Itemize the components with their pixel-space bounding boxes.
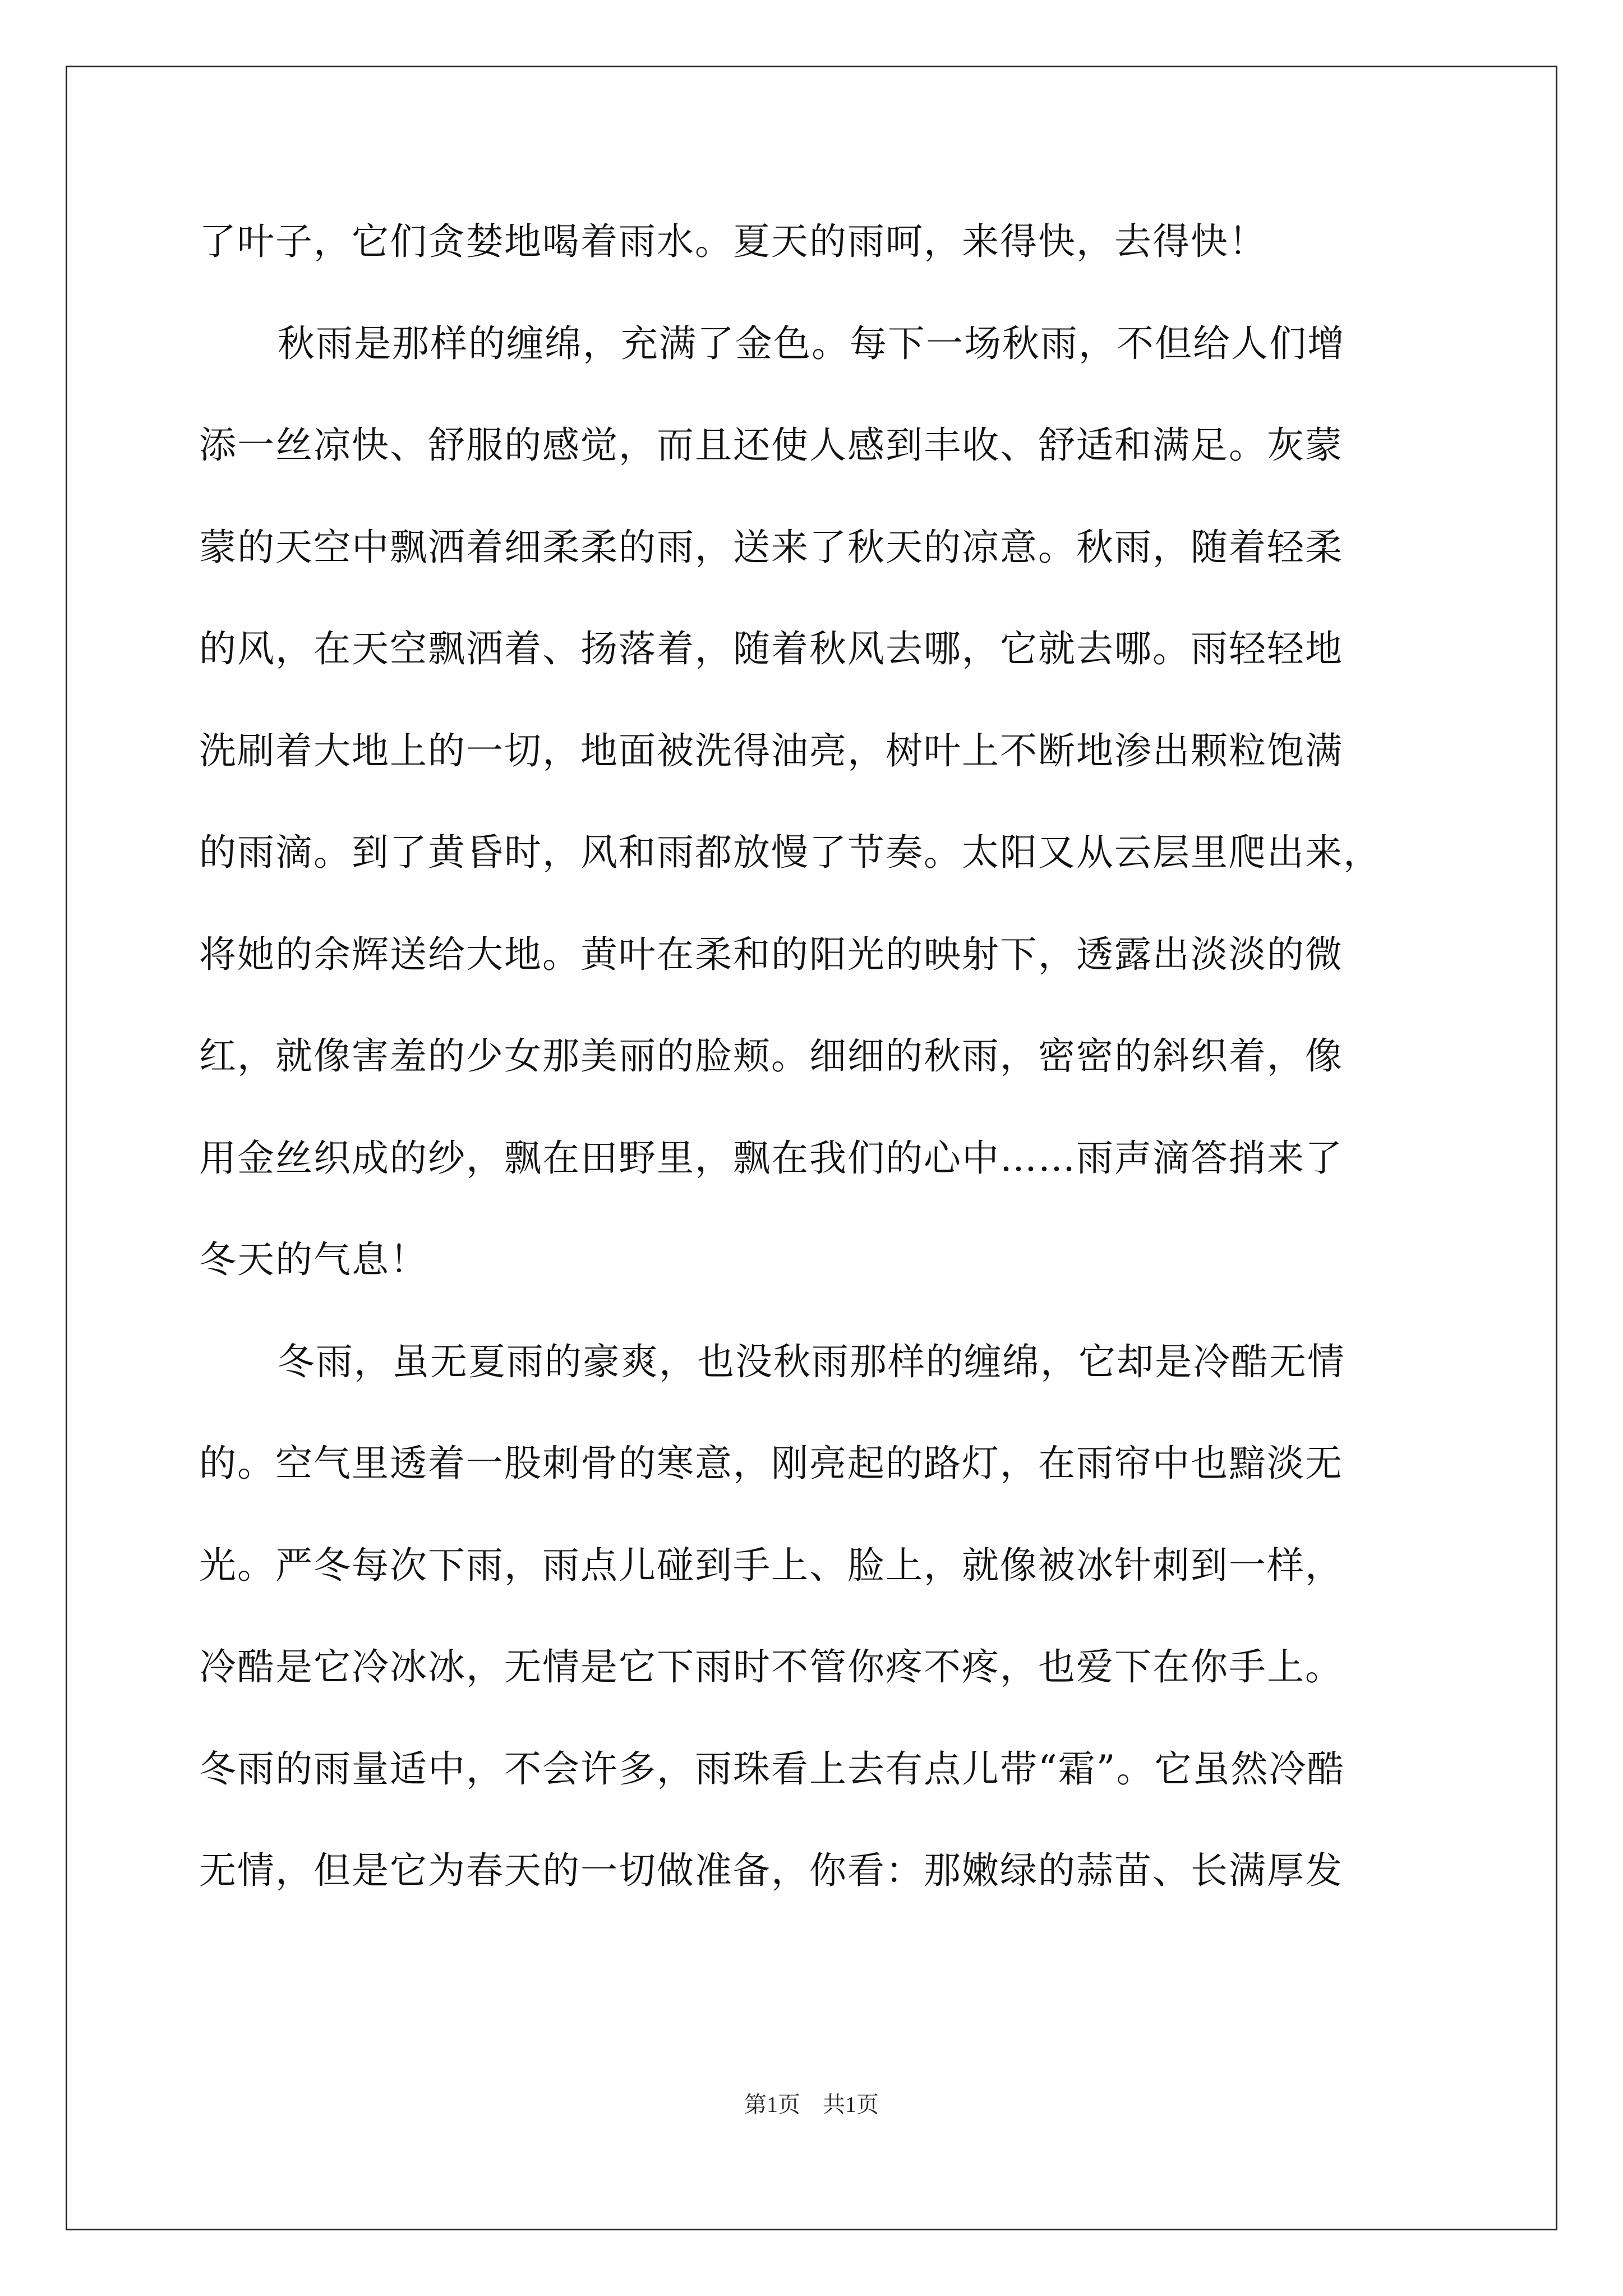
text-line: 冷酷是它冷冰冰，无情是它下雨时不管你疼不疼，也爱下在你手上。 — [199, 1645, 1343, 1688]
page-total: 共1页 — [823, 2092, 879, 2117]
text-line: 用金丝织成的纱，飘在田野里，飘在我们的心中……雨声滴答捎来了 — [199, 1136, 1343, 1180]
page-footer — [0, 2087, 1623, 2119]
text-line: 冬雨的雨量适中，不会许多，雨珠看上去有点儿带“霜”。它虽然冷酷 — [199, 1747, 1345, 1791]
text-line: 光。严冬每次下雨，雨点儿碰到手上、脸上，就像被冰针刺到一样， — [199, 1543, 1343, 1587]
text-line: 添一丝凉快、舒服的感觉，而且还使人感到丰收、舒适和满足。灰蒙 — [199, 424, 1343, 467]
text-line: 冬雨，虽无夏雨的豪爽，也没秋雨那样的缠绵，它却是冷酷无情 — [278, 1340, 1345, 1383]
document-body — [199, 191, 1467, 1922]
text-line: 洗刷着大地上的一切，地面被洗得油亮，树叶上不断地渗出颗粒饱满 — [199, 729, 1343, 772]
text-line: 红，就像害羞的少女那美丽的脸颊。细细的秋雨，密密的斜织着，像 — [199, 1034, 1343, 1078]
text-line: 的雨滴。到了黄昏时，风和雨都放慢了节奏。太阳又从云层里爬出来， — [199, 831, 1381, 874]
text-line: 的风，在天空飘洒着、扬落着，随着秋风去哪，它就去哪。雨轻轻地 — [199, 627, 1343, 670]
text-line: 秋雨是那样的缠绵，充满了金色。每下一场秋雨，不但给人们增 — [278, 321, 1345, 365]
text-line: 冬天的气息！ — [199, 1238, 428, 1281]
text-line: 了叶子，它们贪婪地喝着雨水。夏天的雨呵，来得快，去得快！ — [199, 220, 1267, 263]
text-line: 无情，但是它为春天的一切做准备，你看：那嫩绿的蒜苗、长满厚发 — [199, 1849, 1343, 1892]
text-line: 将她的余辉送给大地。黄叶在柔和的阳光的映射下，透露出淡淡的微 — [199, 932, 1343, 976]
page-number: 第1页 — [744, 2092, 800, 2117]
text-line: 的。空气里透着一股刺骨的寒意，刚亮起的路灯，在雨帘中也黯淡无 — [199, 1442, 1343, 1485]
text-line: 蒙的天空中飘洒着细柔柔的雨，送来了秋天的凉意。秋雨，随着轻柔 — [199, 525, 1343, 569]
